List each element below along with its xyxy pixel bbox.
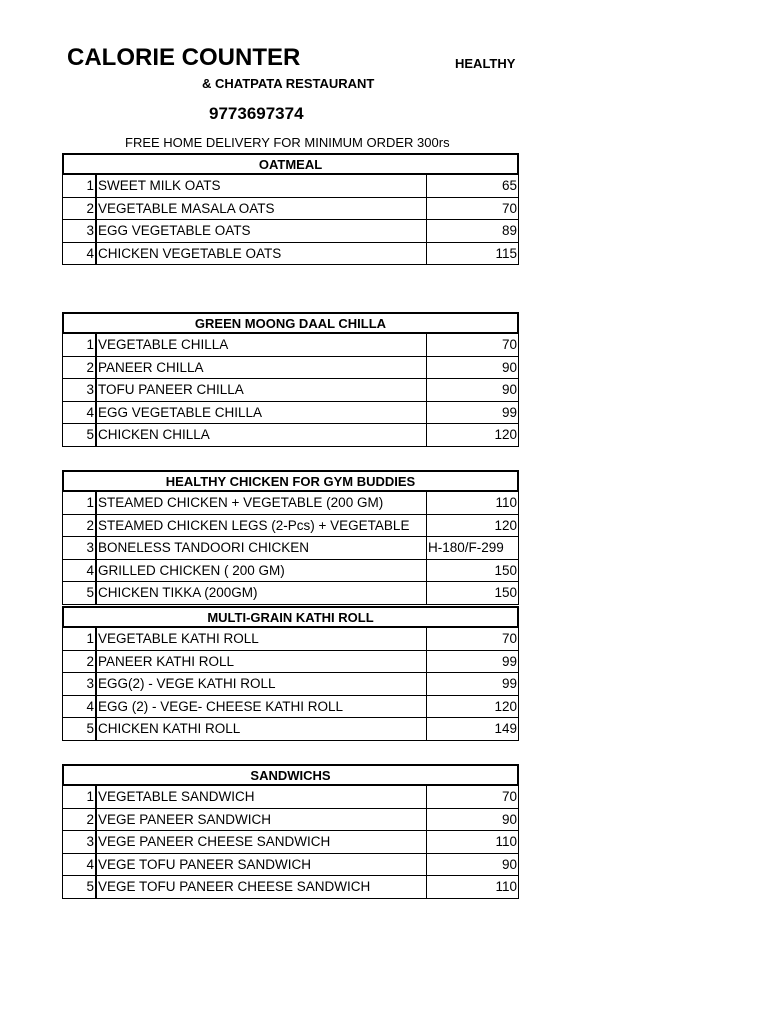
item-price: 110 bbox=[495, 879, 517, 895]
menu-item-row bbox=[62, 696, 519, 719]
menu-section bbox=[62, 606, 519, 741]
item-price: 90 bbox=[501, 811, 517, 827]
item-name: STEAMED CHICKEN + VEGETABLE (200 GM) bbox=[97, 492, 427, 514]
menu-item-row bbox=[62, 220, 519, 243]
item-price: 120 bbox=[494, 698, 517, 714]
item-number: 2 bbox=[63, 809, 97, 831]
menu-item-row bbox=[62, 582, 519, 605]
item-price: 99 bbox=[501, 653, 517, 669]
item-name: EGG VEGETABLE CHILLA bbox=[97, 402, 427, 424]
item-name: VEGETABLE MASALA OATS bbox=[97, 198, 427, 220]
item-price: 110 bbox=[495, 834, 517, 850]
item-price: 115 bbox=[495, 245, 517, 261]
item-name: VEGETABLE CHILLA bbox=[97, 334, 427, 356]
item-name: VEGETABLE KATHI ROLL bbox=[97, 628, 427, 650]
menu-item-row bbox=[62, 357, 519, 380]
menu-item-row bbox=[62, 718, 519, 741]
item-price: 70 bbox=[501, 789, 517, 805]
item-price: 110 bbox=[495, 495, 517, 511]
item-number: 5 bbox=[63, 582, 97, 604]
menu-item-row bbox=[62, 854, 519, 877]
item-name: PANEER KATHI ROLL bbox=[97, 651, 427, 673]
item-number: 3 bbox=[63, 537, 97, 559]
menu-section bbox=[62, 764, 519, 899]
menu-section bbox=[62, 470, 519, 605]
item-price: 90 bbox=[501, 359, 517, 375]
item-number: 3 bbox=[63, 220, 97, 242]
item-number: 4 bbox=[63, 243, 97, 265]
item-number: 1 bbox=[63, 492, 97, 514]
item-price: 120 bbox=[494, 517, 517, 533]
item-price: 149 bbox=[494, 721, 517, 737]
item-name: CHICKEN VEGETABLE OATS bbox=[97, 243, 427, 265]
item-name: VEGE TOFU PANEER SANDWICH bbox=[97, 854, 427, 876]
section-title: MULTI-GRAIN KATHI ROLL bbox=[62, 606, 519, 628]
item-number: 2 bbox=[63, 651, 97, 673]
item-number: 2 bbox=[63, 515, 97, 537]
item-number: 4 bbox=[63, 696, 97, 718]
item-price: 65 bbox=[501, 178, 517, 194]
menu-item-row bbox=[62, 492, 519, 515]
item-price: 99 bbox=[501, 404, 517, 420]
menu-item-row bbox=[62, 402, 519, 425]
item-number: 3 bbox=[63, 379, 97, 401]
item-number: 5 bbox=[63, 424, 97, 446]
menu-item-row bbox=[62, 334, 519, 357]
item-name: CHICKEN TIKKA (200GM) bbox=[97, 582, 427, 604]
item-name: PANEER CHILLA bbox=[97, 357, 427, 379]
restaurant-subtitle: & CHATPATA RESTAURANT bbox=[202, 76, 375, 91]
item-number: 4 bbox=[63, 560, 97, 582]
item-price: 150 bbox=[494, 585, 517, 601]
menu-item-row bbox=[62, 515, 519, 538]
menu-item-row bbox=[62, 424, 519, 447]
menu-item-row bbox=[62, 809, 519, 832]
item-number: 3 bbox=[63, 673, 97, 695]
menu-section bbox=[62, 312, 519, 447]
menu-section bbox=[62, 153, 519, 265]
menu-item-row bbox=[62, 628, 519, 651]
item-number: 2 bbox=[63, 198, 97, 220]
item-name: GRILLED CHICKEN ( 200 GM) bbox=[97, 560, 427, 582]
menu-item-row bbox=[62, 379, 519, 402]
menu-item-row bbox=[62, 198, 519, 221]
section-title: HEALTHY CHICKEN FOR GYM BUDDIES bbox=[62, 470, 519, 492]
menu-item-row bbox=[62, 651, 519, 674]
item-name: VEGE PANEER SANDWICH bbox=[97, 809, 427, 831]
item-name: TOFU PANEER CHILLA bbox=[97, 379, 427, 401]
item-name: EGG VEGETABLE OATS bbox=[97, 220, 427, 242]
menu-item-row bbox=[62, 673, 519, 696]
item-price: 90 bbox=[501, 856, 517, 872]
item-name: STEAMED CHICKEN LEGS (2-Pcs) + VEGETABLE bbox=[97, 515, 427, 537]
menu-item-row bbox=[62, 560, 519, 583]
item-name: EGG (2) - VEGE- CHEESE KATHI ROLL bbox=[97, 696, 427, 718]
menu-item-row bbox=[62, 831, 519, 854]
menu-item-row bbox=[62, 876, 519, 899]
item-number: 5 bbox=[63, 718, 97, 740]
item-number: 1 bbox=[63, 786, 97, 808]
item-price: 70 bbox=[501, 337, 517, 353]
restaurant-title: CALORIE COUNTER bbox=[67, 44, 301, 71]
delivery-note: FREE HOME DELIVERY FOR MINIMUM ORDER 300rs bbox=[125, 135, 450, 150]
item-price: 99 bbox=[501, 676, 517, 692]
menu-item-row bbox=[62, 243, 519, 266]
item-name: EGG(2) - VEGE KATHI ROLL bbox=[97, 673, 427, 695]
item-price: 90 bbox=[501, 382, 517, 398]
section-title: GREEN MOONG DAAL CHILLA bbox=[62, 312, 519, 334]
item-name: VEGE PANEER CHEESE SANDWICH bbox=[97, 831, 427, 853]
item-number: 3 bbox=[63, 831, 97, 853]
item-name: SWEET MILK OATS bbox=[97, 175, 427, 197]
section-title: SANDWICHS bbox=[62, 764, 519, 786]
item-number: 1 bbox=[63, 628, 97, 650]
menu-item-row bbox=[62, 175, 519, 198]
item-price: 89 bbox=[501, 223, 517, 239]
item-price: 70 bbox=[501, 631, 517, 647]
item-number: 5 bbox=[63, 876, 97, 898]
item-price: 120 bbox=[494, 427, 517, 443]
item-name: VEGE TOFU PANEER CHEESE SANDWICH bbox=[97, 876, 427, 898]
menu-item-row bbox=[62, 537, 519, 560]
item-price: 70 bbox=[501, 200, 517, 216]
item-number: 4 bbox=[63, 402, 97, 424]
item-number: 2 bbox=[63, 357, 97, 379]
item-price: 150 bbox=[494, 562, 517, 578]
item-name: BONELESS TANDOORI CHICKEN bbox=[97, 537, 427, 559]
phone-number: 9773697374 bbox=[209, 104, 304, 123]
item-name: CHICKEN CHILLA bbox=[97, 424, 427, 446]
item-price: H-180/F-299 bbox=[428, 540, 504, 556]
item-name: VEGETABLE SANDWICH bbox=[97, 786, 427, 808]
healthy-label: HEALTHY bbox=[455, 56, 516, 71]
item-number: 4 bbox=[63, 854, 97, 876]
section-title: OATMEAL bbox=[62, 153, 519, 175]
menu-item-row bbox=[62, 786, 519, 809]
item-number: 1 bbox=[63, 175, 97, 197]
item-name: CHICKEN KATHI ROLL bbox=[97, 718, 427, 740]
item-number: 1 bbox=[63, 334, 97, 356]
